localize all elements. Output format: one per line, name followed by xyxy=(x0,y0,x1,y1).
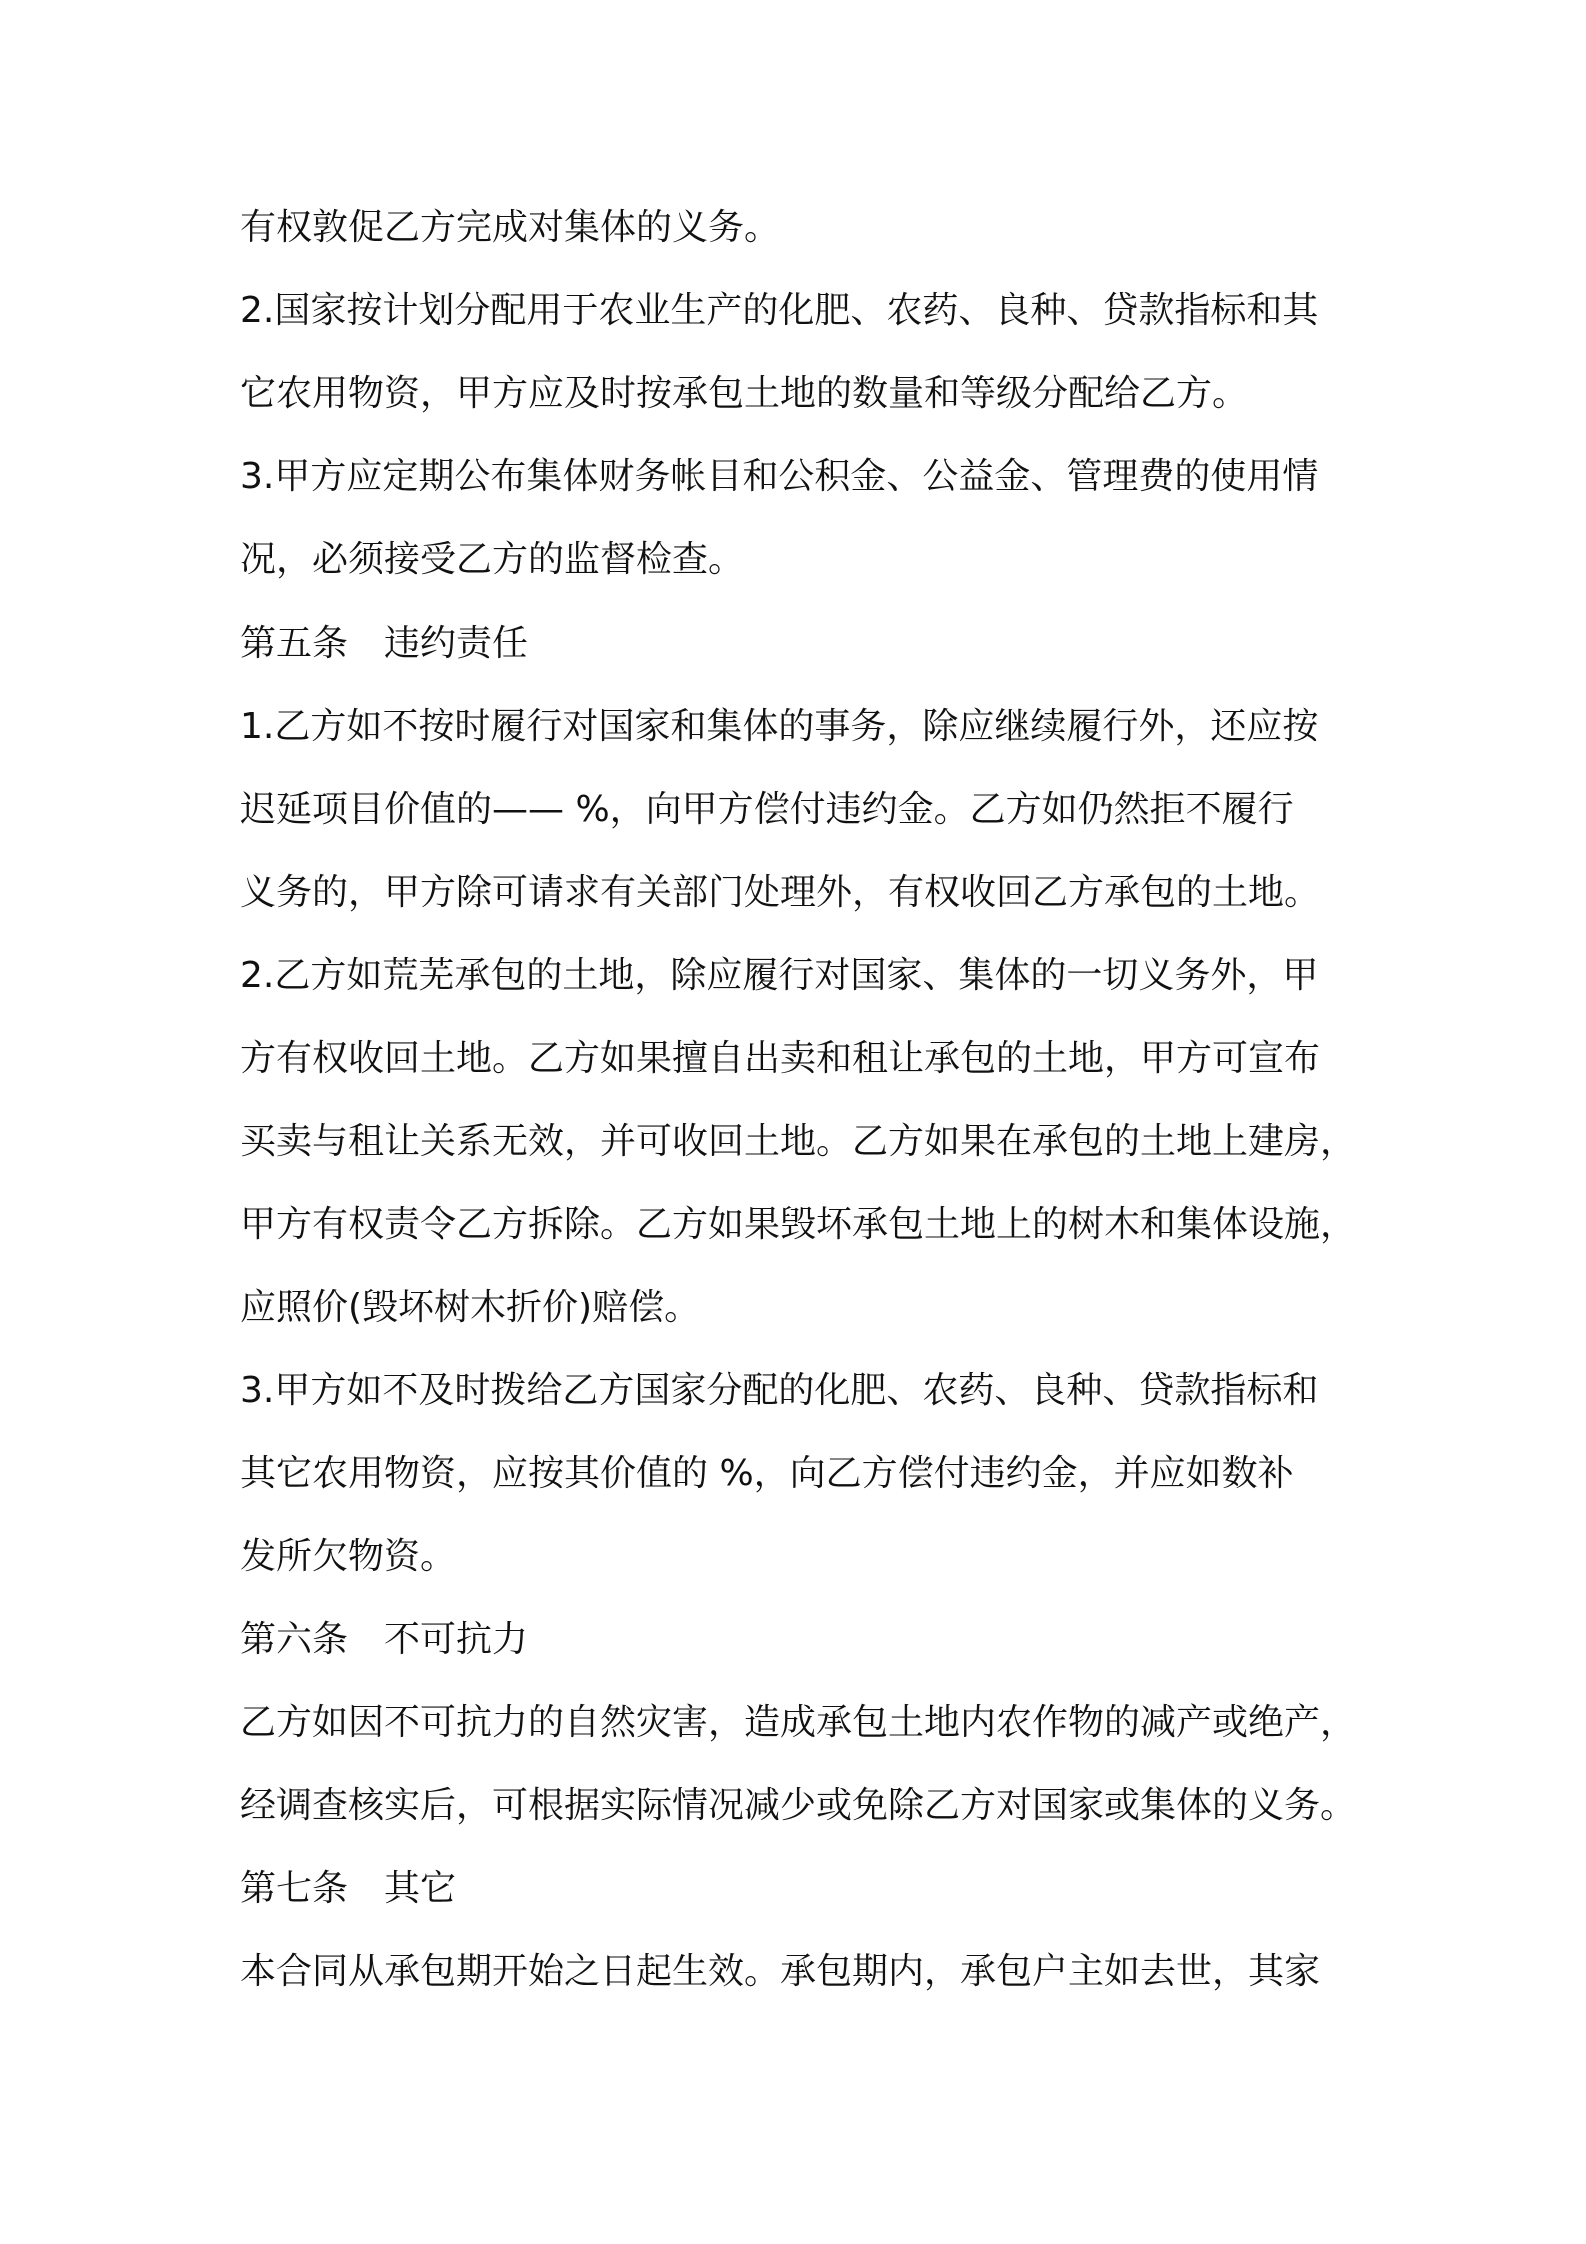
text-line: 其它农用物资，应按其价值的 %，向乙方偿付违约金，并应如数补 xyxy=(240,1453,1294,1494)
text-line: 3.甲方如不及时拨给乙方国家分配的化肥、农药、良种、贷款指标和 xyxy=(240,1370,1319,1411)
text-line: 2.乙方如荒芜承包的土地，除应履行对国家、集体的一切义务外，甲 xyxy=(240,955,1319,996)
text-line: 应照价(毁坏树木折价)赔偿。 xyxy=(240,1287,701,1328)
text-line: 甲方有权责令乙方拆除。乙方如果毁坏承包土地上的树木和集体设施， xyxy=(240,1204,1357,1245)
section-heading: 第六条 不可抗力 xyxy=(240,1619,529,1660)
text-line: 有权敦促乙方完成对集体的义务。 xyxy=(240,207,781,248)
section-heading: 第七条 其它 xyxy=(240,1868,457,1909)
text-line: 迟延项目价值的—— %，向甲方偿付违约金。乙方如仍然拒不履行 xyxy=(240,789,1294,830)
text-line: 况，必须接受乙方的监督检查。 xyxy=(240,539,745,580)
text-line: 义务的，甲方除可请求有关部门处理外，有权收回乙方承包的土地。 xyxy=(240,872,1321,913)
text-line: 发所欠物资。 xyxy=(240,1536,457,1577)
text-line: 乙方如因不可抗力的自然灾害，造成承包土地内农作物的减产或绝产， xyxy=(240,1702,1357,1743)
text-line: 2.国家按计划分配用于农业生产的化肥、农药、良种、贷款指标和其 xyxy=(240,290,1319,331)
text-line: 1.乙方如不按时履行对国家和集体的事务，除应继续履行外，还应按 xyxy=(240,706,1319,747)
text-line: 方有权收回土地。乙方如果擅自出卖和租让承包的土地，甲方可宣布 xyxy=(240,1038,1321,1079)
section-heading: 第五条 违约责任 xyxy=(240,623,529,664)
text-line: 它农用物资，甲方应及时按承包土地的数量和等级分配给乙方。 xyxy=(240,373,1249,414)
text-line: 经调查核实后，可根据实际情况减少或免除乙方对国家或集体的义务。 xyxy=(240,1785,1357,1826)
text-line: 本合同从承包期开始之日起生效。承包期内，承包户主如去世，其家 xyxy=(240,1951,1321,1992)
text-line: 3.甲方应定期公布集体财务帐目和公积金、公益金、管理费的使用情 xyxy=(240,456,1319,497)
text-line: 买卖与租让关系无效，并可收回土地。乙方如果在承包的土地上建房， xyxy=(240,1121,1357,1162)
